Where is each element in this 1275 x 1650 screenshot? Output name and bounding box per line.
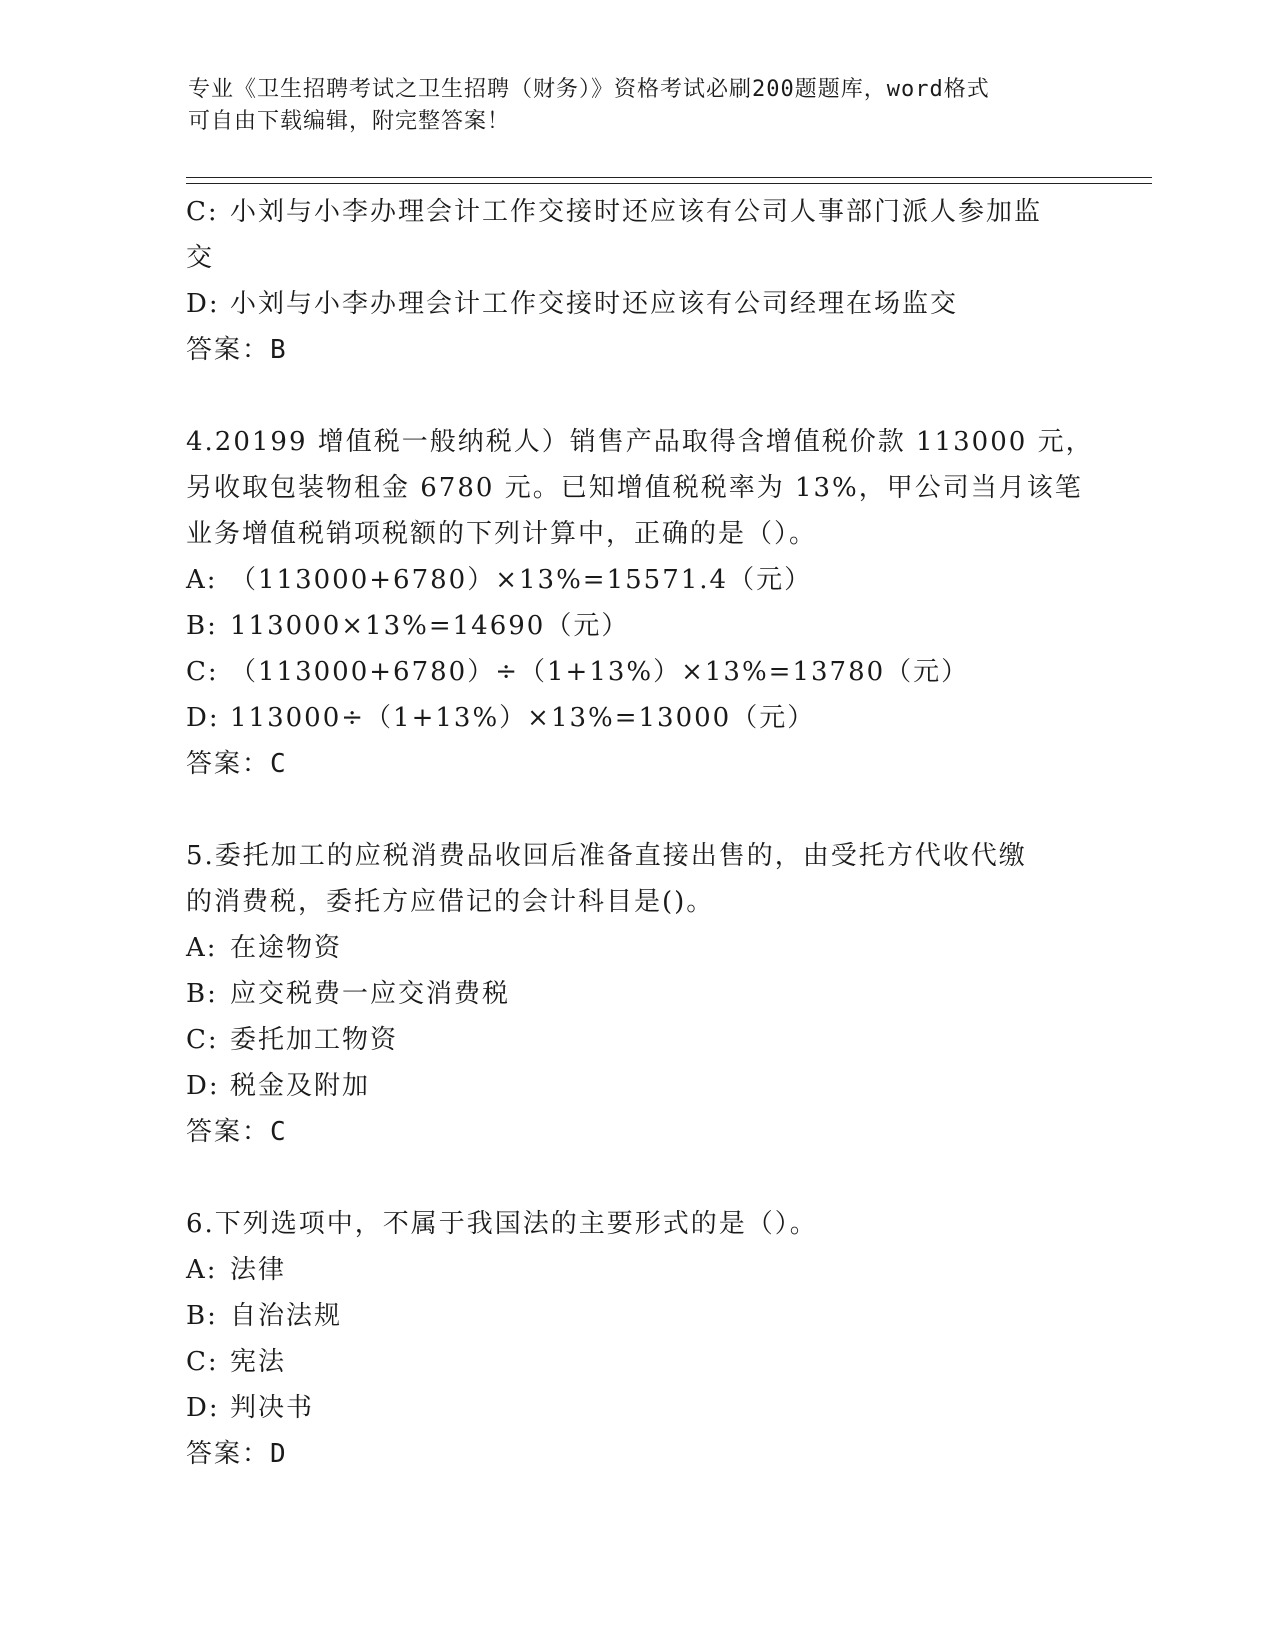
spacer (186, 373, 1086, 419)
header-line-1: 专业《卫生招聘考试之卫生招聘（财务）》资格考试必刷200题题库，word格式 (188, 77, 990, 102)
option-letter: A: (186, 1255, 218, 1285)
option-b (186, 603, 1086, 649)
header-divider (186, 177, 1152, 184)
header-line-2: 可自由下载编辑，附完整答案！ (188, 109, 511, 134)
option-letter: C: (186, 1025, 219, 1055)
question-4 (186, 419, 1094, 787)
option-text: 113000×13%=14690（元） (230, 611, 630, 641)
option-text: 税金及附加 (230, 1071, 371, 1101)
option-text: 小刘与小李办理会计工作交接时还应该有公司经理在场监交 (230, 289, 959, 319)
option-d (186, 1385, 1086, 1431)
question-5 (186, 833, 1086, 1155)
option-text: 自治法规 (230, 1301, 343, 1331)
option-c (186, 649, 1086, 695)
answer-line (186, 1431, 1086, 1477)
option-c (186, 1339, 1086, 1385)
option-letter: D: (186, 703, 220, 733)
question-list (186, 189, 1094, 1477)
question-stem-line: 6.下列选项中，不属于我国法的主要形式的是（）。 (186, 1209, 818, 1239)
question-stem-line: 4.20199 增值税一般纳税人）销售产品取得含增值税价款 113000 元， (186, 427, 1094, 457)
option-letter: A: (186, 565, 218, 595)
option-text: 委托加工物资 (230, 1025, 399, 1055)
option-text: 在途物资 (230, 933, 343, 963)
option-text: 宪法 (230, 1347, 287, 1377)
answer-line (186, 741, 1086, 787)
option-line (186, 189, 1086, 235)
answer-value: C (270, 1117, 288, 1147)
option-letter: A: (186, 933, 218, 963)
answer-line (186, 1109, 1086, 1155)
option-line (186, 281, 1086, 327)
option-letter: C: (186, 197, 219, 227)
option-a (186, 925, 1086, 971)
answer-value: B (270, 335, 288, 365)
option-d (186, 695, 1086, 741)
option-text: （113000+6780）÷（1+13%）×13%=13780（元） (230, 657, 970, 687)
question-stem-line: 的消费税，委托方应借记的会计科目是()。 (186, 887, 715, 917)
option-text: 交 (186, 243, 215, 273)
option-b (186, 971, 1086, 1017)
option-c (186, 1017, 1086, 1063)
option-text: 判决书 (230, 1393, 315, 1423)
option-a (186, 557, 1086, 603)
answer-label: 答案： (186, 1439, 271, 1469)
question-stem-line: 业务增值税销项税额的下列计算中，正确的是（）。 (186, 519, 818, 549)
option-letter: C: (186, 657, 219, 687)
option-letter: B: (186, 611, 218, 641)
answer-label: 答案： (186, 1117, 271, 1147)
option-text: 应交税费一应交消费税 (230, 979, 511, 1009)
option-letter: C: (186, 1347, 219, 1377)
answer-label: 答案： (186, 749, 271, 779)
answer-value: D (270, 1439, 288, 1469)
answer-line (186, 327, 1086, 373)
continued-question (186, 189, 1086, 373)
option-text: 小刘与小李办理会计工作交接时还应该有公司人事部门派人参加监 (230, 197, 1043, 227)
answer-label: 答案： (186, 335, 271, 365)
option-text: （113000+6780）×13%=15571.4（元） (230, 565, 813, 595)
spacer (186, 787, 1086, 833)
option-letter: D: (186, 1393, 220, 1423)
answer-value: C (270, 749, 288, 779)
option-letter: B: (186, 1301, 218, 1331)
option-text: 113000÷（1+13%）×13%=13000（元） (230, 703, 816, 733)
document-header (188, 74, 1088, 138)
option-b (186, 1293, 1086, 1339)
option-a (186, 1247, 1086, 1293)
option-text: 法律 (230, 1255, 287, 1285)
spacer (186, 1155, 1086, 1201)
option-line-continued (186, 235, 1086, 281)
option-letter: D: (186, 1071, 220, 1101)
option-letter: D: (186, 289, 220, 319)
question-stem-line: 另收取包装物租金 6780 元。已知增值税税率为 13%，甲公司当月该笔 (186, 473, 1083, 503)
option-letter: B: (186, 979, 218, 1009)
option-d (186, 1063, 1086, 1109)
question-stem-line: 5.委托加工的应税消费品收回后准备直接出售的，由受托方代收代缴 (186, 841, 1027, 871)
question-6 (186, 1201, 1086, 1477)
